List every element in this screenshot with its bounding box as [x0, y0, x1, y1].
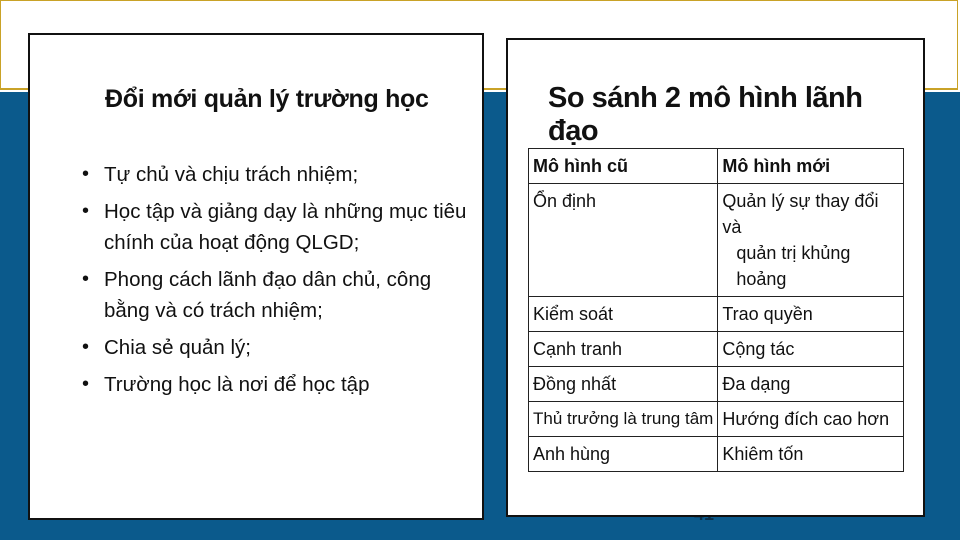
- column-header-new: Mô hình mới: [718, 149, 904, 184]
- bullet-list: [76, 159, 476, 406]
- table-row: [529, 184, 904, 297]
- comparison-table: [528, 148, 904, 472]
- cell-new: [718, 184, 904, 297]
- cell-old: Kiểm soát: [529, 297, 718, 332]
- table-row: [529, 402, 904, 437]
- table-row: [529, 437, 904, 472]
- cell-new: Khiêm tốn: [718, 437, 904, 472]
- table-row: [529, 297, 904, 332]
- cell-old: Anh hùng: [529, 437, 718, 472]
- bullet-text: Học tập và giảng dạy là những mục tiêu chính của hoạt động QLGD;: [104, 200, 467, 254]
- left-panel-title: Đổi mới quản lý trường học: [105, 85, 429, 113]
- cell-old: Cạnh tranh: [529, 332, 718, 367]
- bullet-icon: •: [82, 373, 90, 395]
- bullet-item: [76, 196, 476, 258]
- bullet-text: Chia sẻ quản lý;: [104, 336, 252, 359]
- bullet-icon: •: [82, 336, 90, 358]
- cell-new-line: Quản lý sự thay đổi và: [722, 191, 879, 237]
- bullet-item: [76, 332, 476, 363]
- cell-new-line: quản trị khủng hoảng: [736, 243, 851, 289]
- bullet-item: [76, 264, 476, 326]
- bullet-item: [76, 159, 476, 190]
- bullet-icon: •: [82, 200, 90, 222]
- bullet-icon: •: [82, 268, 90, 290]
- bullet-item: [76, 369, 476, 400]
- bullet-text: Tự chủ và chịu trách nhiệm;: [104, 163, 359, 186]
- table-row: [529, 367, 904, 402]
- bullet-text: Trường học là nơi để học tập: [104, 373, 370, 396]
- left-slide-panel: [28, 33, 484, 520]
- cell-old: Đồng nhất: [529, 367, 718, 402]
- table-header-row: [529, 149, 904, 184]
- cell-old: Ổn định: [529, 184, 718, 297]
- bullet-icon: •: [82, 163, 90, 185]
- right-panel-title: So sánh 2 mô hình lãnh đạo: [548, 82, 863, 147]
- bullet-text: Phong cách lãnh đạo dân chủ, công bằng và có trách nhiệm;: [104, 268, 432, 322]
- right-slide-panel: [506, 38, 925, 517]
- cell-old: Thủ trưởng là trung tâm: [529, 402, 718, 437]
- cell-new: Cộng tác: [718, 332, 904, 367]
- column-header-old: Mô hình cũ: [529, 149, 718, 184]
- cell-new: Đa dạng: [718, 367, 904, 402]
- table-row: [529, 332, 904, 367]
- cell-new: Trao quyền: [718, 297, 904, 332]
- cell-new: Hướng đích cao hơn: [718, 402, 904, 437]
